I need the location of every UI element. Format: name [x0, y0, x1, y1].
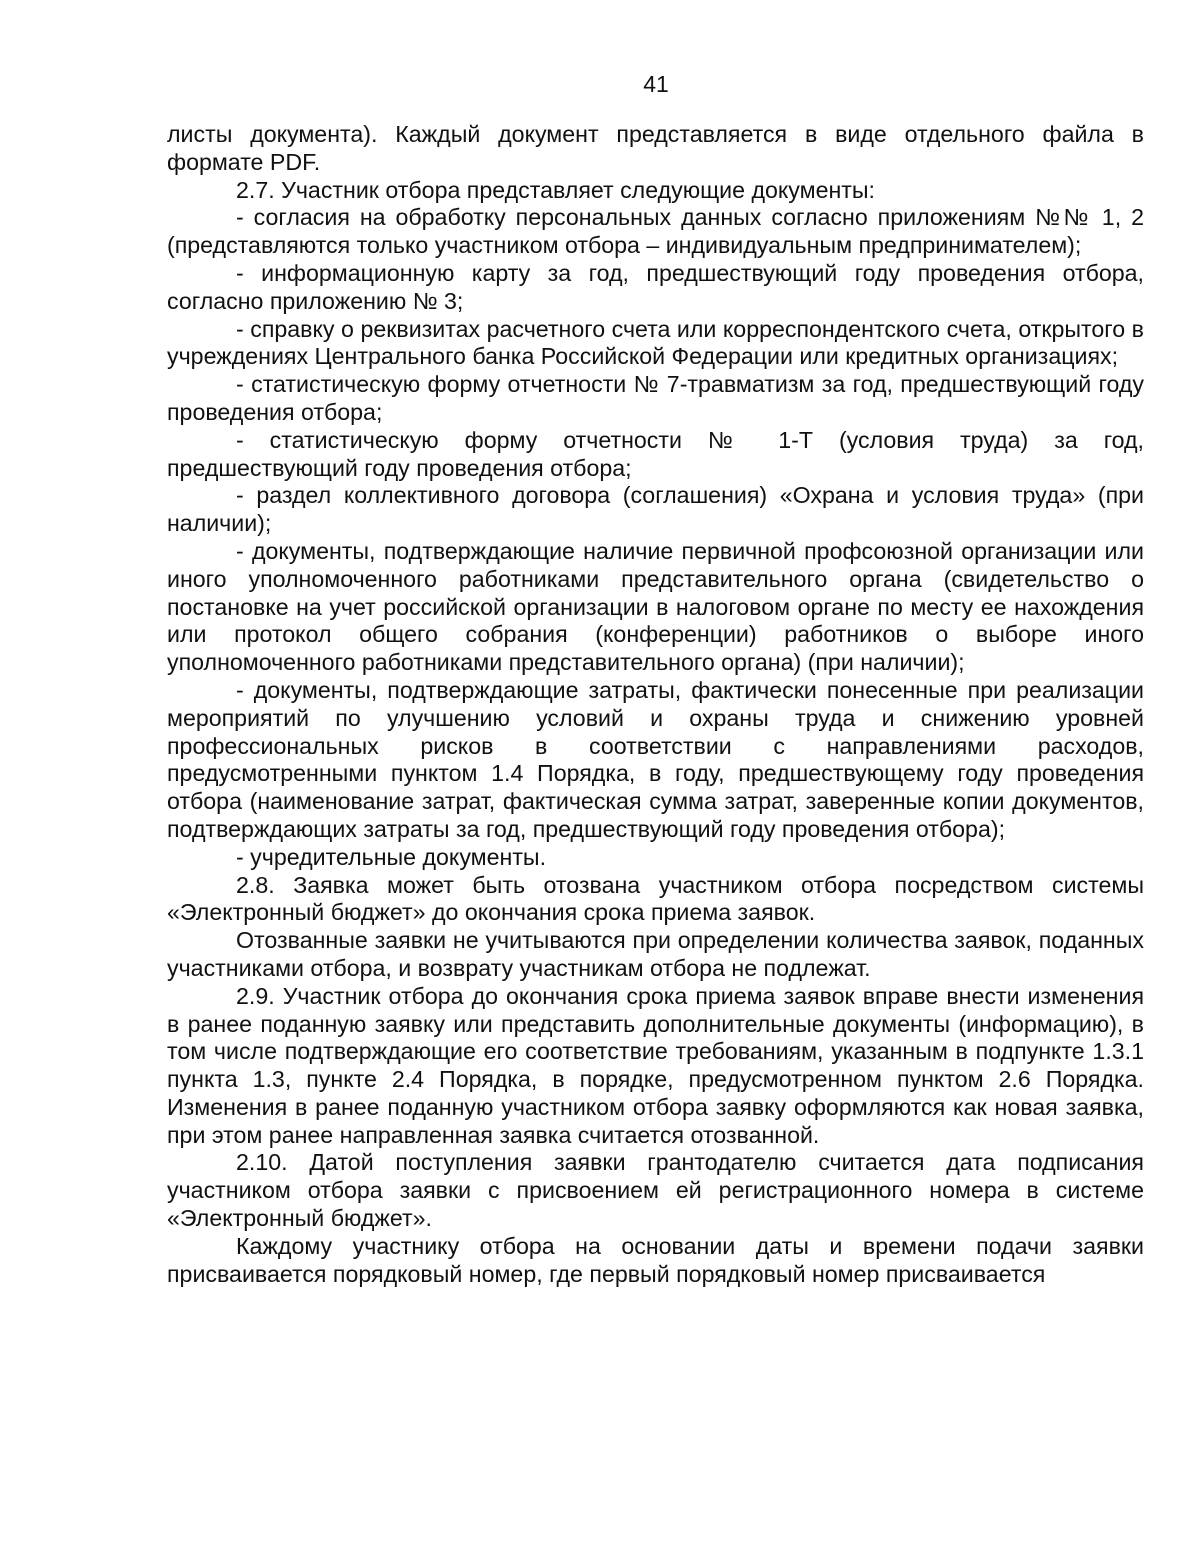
document-body — [167, 121, 1144, 1288]
paragraph: 2.9. Участник отбора до окончания срока приема заявок вправе внести изменения в ранее поданную заявку или представить дополнительные документы (информацию), в том числе подтверждающие его соответствие требованиям, указанным в подпункте 1.3.1 пункта 1.3, пункте 2.4 Порядка, в порядке, предусмотренном пунктом 2.6 Порядка. Изменения в ранее поданную участником отбора заявку оформляются как новая заявка, при этом ранее направленная заявка считается отозванной. — [167, 982, 1144, 1148]
paragraph: Отозванные заявки не учитываются при определении количества заявок, поданных участниками отбора, и возврату участникам отбора не подлежат. — [167, 927, 1144, 981]
list-item: - документы, подтверждающие затраты, фактически понесенные при реализации мероприятий по улучшению условий и охраны труда и снижению уровней профессиональных рисков в соответствии с направлениями расходов, предусмотренными пунктом 1.4 Порядка, в году, предшествующему году проведения отбора (наименование затрат, фактическая сумма затрат, заверенные копии документов, подтверждающих затраты за год, предшествующий году проведения отбора); — [167, 676, 1144, 842]
paragraph: Каждому участнику отбора на основании даты и времени подачи заявки присваивается порядковый номер, где первый порядковый номер присваивается — [167, 1232, 1144, 1287]
paragraph: 2.7. Участник отбора представляет следующие документы: — [236, 176, 876, 203]
paragraph: листы документа). Каждый документ представляется в виде отдельного файла в формате PDF. — [167, 121, 1144, 175]
list-item: - документы, подтверждающие наличие первичной профсоюзной организации или иного уполномоченного работниками представительного органа (свидетельство о постановке на учет российской организации в налоговом органе по месту ее нахождения или протокол общего собрания (конференции) работников о выборе иного уполномоченного работниками представительного органа) (при наличии); — [167, 537, 1144, 676]
list-item: - согласия на обработку персональных данных согласно приложениям №№ 1, 2 (представляются только участником отбора – индивидуальным предпринимателем); — [167, 204, 1144, 259]
paragraph: 2.8. Заявка может быть отозвана участником отбора посредством системы «Электронный бюджет» до окончания срока приема заявок. — [167, 871, 1144, 926]
list-item: - справку о реквизитах расчетного счета или корреспондентского счета, открытого в учреждениях Центрального банка Российской Федерации или кредитных организациях; — [167, 315, 1144, 370]
paragraph: 2.10. Датой поступления заявки грантодателю считается дата подписания участником отбора заявки с присвоением ей регистрационного номера в системе «Электронный бюджет». — [167, 1149, 1144, 1232]
list-item: - учредительные документы. — [236, 843, 547, 870]
list-item: - информационную карту за год, предшествующий году проведения отбора, согласно приложению № 3; — [167, 259, 1144, 314]
page-number: 41 — [643, 71, 669, 97]
list-item: - статистическую форму отчетности № 1-Т (условия труда) за год, предшествующий году проведения отбора; — [167, 426, 1144, 481]
list-item: - раздел коллективного договора (соглашения) «Охрана и условия труда» (при наличии); — [167, 482, 1144, 537]
list-item: - статистическую форму отчетности № 7-травматизм за год, предшествующий году проведения отбора; — [167, 371, 1144, 425]
